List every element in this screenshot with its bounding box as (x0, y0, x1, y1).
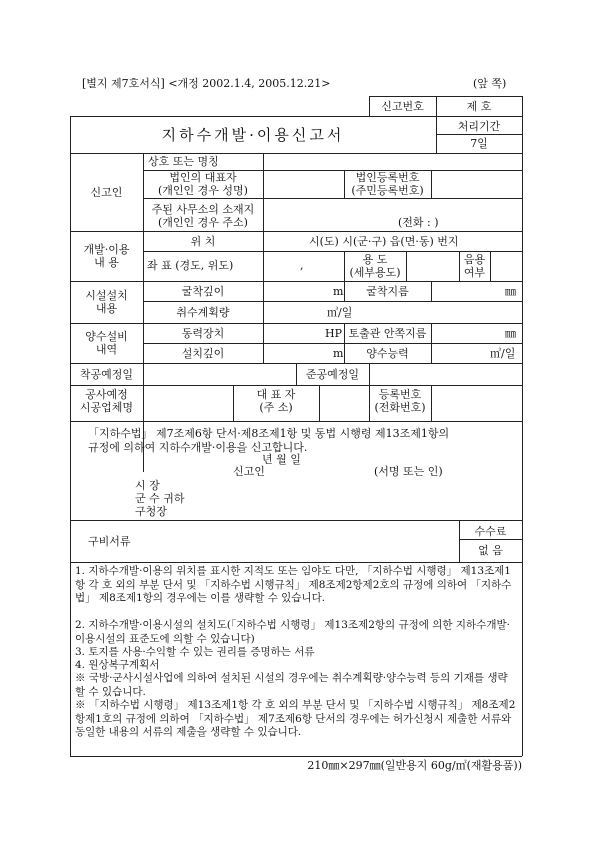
declaration-line-2: 규정에 의하여 지하수개발·이용을 신고합니다. (88, 441, 308, 454)
diameter-label: 굴착지름 (366, 285, 409, 298)
document-item-3: 3. 토지를 사용·수익할 수 있는 권리를 증명하는 서류 (75, 646, 315, 658)
pump-section-label: 양수설비 (85, 330, 128, 343)
plan-label: 취수계획량 (176, 306, 230, 319)
location-section-label: 개발·이용 (83, 243, 130, 256)
rule (369, 363, 370, 385)
sign-note: (서명 또는 인) (374, 465, 443, 478)
page-side-label: (앞 쪽) (473, 77, 507, 90)
start-date-label: 착공예정일 (79, 368, 134, 381)
diameter-unit: ㎜ (505, 285, 516, 298)
recipient-district: 구청장 (135, 505, 167, 518)
name-label: 상호 또는 명칭 (148, 155, 219, 168)
document-note-1: ※ 국방·군사시설사업에 의하여 설치된 시설의 경우에는 취수계획량·양수능력 등의 기재를 생략할 수 있습니다. (75, 672, 508, 698)
rule (70, 385, 522, 386)
receipt-number-value: 제 호 (466, 100, 492, 113)
contractor-label: 공사예정 (85, 388, 128, 401)
rule (263, 153, 264, 231)
rule (70, 323, 522, 324)
processing-period-label: 처리기간 (457, 120, 501, 133)
page-title: 지하수개발·이용신고서 (161, 126, 345, 144)
depth-unit: m (333, 285, 344, 298)
declaration-date: 년 월 일 (262, 453, 301, 466)
document-item-2: 2. 지하수개발·이용시설의 설치도(「지하수법 시행령」 제13조제2항의 규정에 의한 지하수개발·이용시설의 표준도에 의할 수 있습니다) (75, 619, 510, 645)
form-label: [별지 제7호서식] <개정 2002.1.4, 2005.12.21> (82, 77, 331, 90)
document-item-4: 4. 원상복구계획서 (75, 659, 160, 671)
rule (263, 231, 264, 281)
rule (70, 421, 522, 422)
paper-spec: 210㎜×297㎜(일반용지 60g/㎡(재활용품)) (307, 759, 522, 772)
rule (70, 756, 522, 757)
contractor-rep-label: 대 표 자 (256, 388, 296, 401)
rule (70, 231, 522, 232)
rule (70, 562, 522, 563)
rule (406, 251, 407, 281)
facility-section-label: 시설설치 (85, 289, 128, 302)
pipe-label: 토출관 안쪽지름 (348, 327, 427, 340)
coord-separator: , (300, 259, 304, 272)
rule (70, 153, 522, 154)
documents-label: 구비서류 (88, 535, 131, 548)
fee-label: 수수료 (474, 525, 507, 538)
address-value: 시(도) 시(군·구) 읍(면·동) 번지 (309, 235, 459, 248)
coord-label: 좌 표 (경도, 위도) (147, 259, 234, 272)
drinking-label-sub: 여부 (463, 266, 486, 279)
rule (431, 385, 432, 421)
facility-section-label-sub: 내용 (95, 302, 118, 315)
install-depth-unit: m (333, 347, 344, 360)
location-section-label-sub: 내 용 (94, 256, 119, 269)
capacity-unit: ㎥/일 (490, 347, 516, 360)
processing-period-value: 7일 (470, 137, 488, 150)
capacity-label: 양수능력 (366, 347, 409, 360)
contractor-rep-label-sub: (주 소) (259, 401, 293, 414)
recipient-county: 군 수 귀하 (135, 492, 185, 505)
rule (70, 520, 522, 521)
power-label: 동력장치 (181, 327, 225, 340)
end-date-label: 준공예정일 (305, 368, 360, 381)
receipt-number-label: 신고번호 (381, 100, 424, 113)
use-label-sub: (세부용도) (349, 266, 401, 279)
registration-label-sub: (전화번호) (374, 401, 426, 414)
power-unit: HP (325, 327, 342, 340)
contractor-label-sub: 시공업체명 (79, 401, 134, 414)
office-label: 주된 사무소의 소재지 (151, 203, 255, 216)
registration-label: 등록번호 (378, 388, 422, 401)
corp-number-label-sub: (주민등록번호) (351, 184, 424, 197)
frame-right (522, 96, 523, 756)
depth-label: 굴착깊이 (181, 285, 225, 298)
rule (319, 385, 320, 421)
install-depth-label: 설치깊이 (181, 347, 225, 360)
rule (143, 301, 522, 302)
use-label: 용 도 (362, 253, 388, 266)
rep-label: 법인의 대표자 (169, 171, 237, 184)
pipe-unit: ㎜ (505, 327, 516, 340)
recipient-mayor: 시 장 (135, 479, 160, 492)
rule (431, 281, 432, 301)
rule (436, 134, 522, 135)
declaration-line-1: 「지하수법」 제7조제6항 단서·제8조제1항 및 동법 시행령 제13조제1항의 (88, 427, 450, 440)
document-item-1: 1. 지하수개발·이용의 위치를 표시한 지적도 또는 임야도 다만, 「지하수법 시행령」 제13조제1항 각 호 외의 부분 단서 및 「지하수법 시행규칙」 제8조제2항제2호의 규정에 의하여 「지하수법」 제8조제1항의 경우에는 이를 생략할 수 있습니다. (75, 565, 512, 604)
position-label: 위 치 (190, 235, 216, 248)
rule (369, 96, 522, 97)
rule (70, 116, 522, 117)
rule (431, 170, 432, 198)
rule (143, 343, 522, 344)
corp-number-label: 법인등록번호 (355, 171, 420, 184)
signer-label: 신고인 (233, 465, 265, 478)
phone-label: (전화 : ) (398, 216, 439, 229)
document-note-2: ※ 「지하수법 시행령」 제13조제1항 각 호 외의 부분 단서 및 「지하수법 시행규칙」 제8조제2항제1호의 규정에 의하여 「지하수법」 제7조제6항 단서의 경우에는 허가신청시 제출한 서류와 동일한 내용의 서류의 제출을 생략할 수 있습니다. (75, 699, 516, 738)
fee-value: 없 음 (478, 544, 503, 557)
rule (263, 281, 264, 363)
frame-left (70, 116, 71, 756)
pump-section-label-sub: 내역 (95, 343, 118, 356)
rep-label-sub: (개인인 경우 성명) (158, 184, 248, 197)
office-label-sub: (개인인 경우 주소) (158, 216, 248, 229)
drinking-label: 음용 (463, 253, 486, 266)
rule (70, 281, 522, 282)
rule (459, 539, 522, 540)
rule (143, 198, 522, 199)
plan-unit: ㎥/일 (327, 306, 353, 319)
rule (143, 251, 522, 252)
rule (490, 251, 491, 281)
applicant-section-label: 신고인 (90, 186, 123, 199)
